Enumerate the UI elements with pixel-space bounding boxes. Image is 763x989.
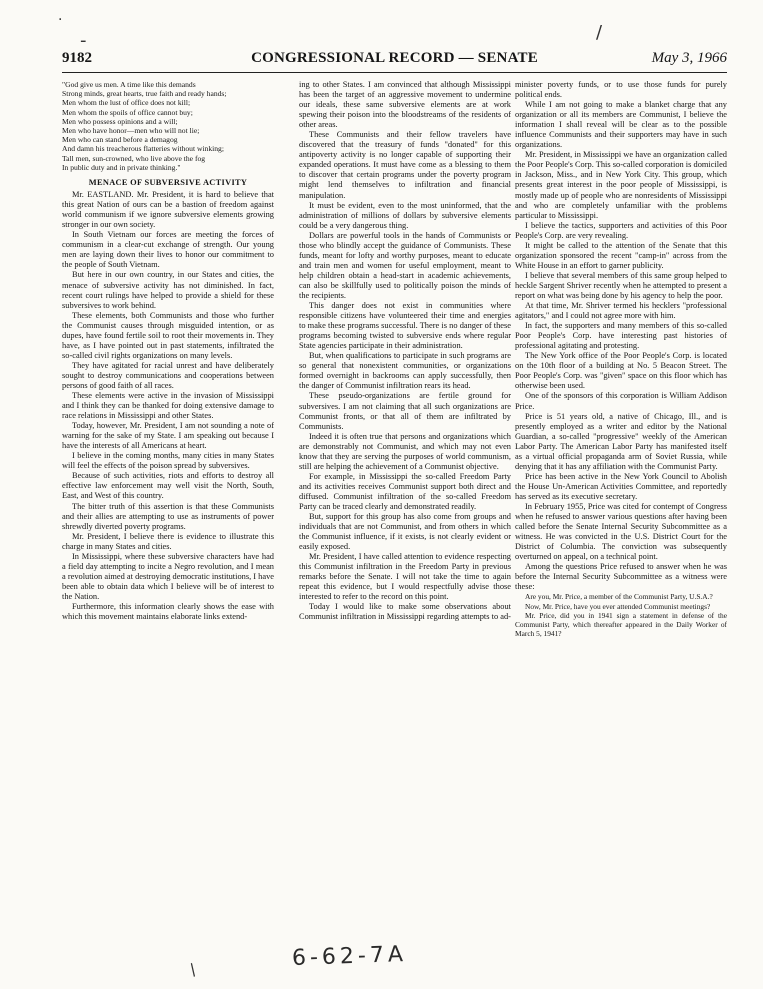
paragraph: But, support for this group has also come from groups and individuals that are not Communist, and from others in which the Communist influence, if it exists, is not clearly evident or easily exposed.	[299, 512, 511, 552]
paragraph: One of the sponsors of this corporation is William Addison Price.	[515, 391, 727, 411]
paragraph: It might be called to the attention of the Senate that this organization sponsored the recent "camp-in" across from the White House in an effort to garner publicity.	[515, 240, 727, 270]
paragraph: It must be evident, even to the most uninformed, that the administration of millions of dollars by subversive elements could be a very dangerous thing.	[299, 200, 511, 230]
text-column-1	[62, 80, 274, 938]
poem-line: Men whom the lust of office does not kill;	[62, 98, 191, 108]
testimony-question: Now, Mr. Price, have you ever attended Communist meetings?	[525, 601, 711, 611]
paragraph: Mr. EASTLAND. Mr. President, it is hard to believe that this great Nation of ours can be a bastion of freedom against world communism if we ignore subversive elements growing stronger in our own society.	[62, 190, 274, 230]
paragraph: Today, however, Mr. President, I am not sounding a note of warning for the sake of my State. I am speaking out because I have the interests of all Americans at heart.	[62, 421, 274, 451]
paragraph: Price has been active in the New York Council to Abolish the House Un-American Activities Committee, and reportedly has served as its executive secretary.	[515, 471, 727, 501]
paragraph: Furthermore, this information clearly shows the ease with which this movement maintains elaborate links extend-	[62, 602, 274, 622]
paragraph: In fact, the supporters and many members of this so-called Poor People's Corp. have interesting past histories of professional agitating and protesting.	[515, 321, 727, 351]
paragraph: Indeed it is often true that persons and organizations which are demonstrably not Communist, and which may not even know that they are serving the purposes of world communism, still are helping the achievement of a Communist objective.	[299, 431, 511, 471]
testimony-question: Mr. Price, did you in 1941 sign a statement in defense of the Communist Party, which thereafter appeared in the Daily Worker of March 5, 1941?	[515, 610, 727, 639]
paragraph: Among the questions Price refused to answer when he was before the Internal Security Subcommittee as a witness were these:	[515, 562, 727, 592]
poem-block	[62, 80, 274, 172]
testimony-question: Are you, Mr. Price, a member of the Communist Party, U.S.A.?	[525, 592, 713, 602]
poem-line: Men who possess opinions and a will;	[62, 116, 178, 126]
issue-date: May 3, 1966	[651, 50, 727, 66]
poem-line: Strong minds, great hearts, true faith and ready hands;	[62, 89, 227, 99]
paragraph: This danger does not exist in communities where responsible citizens have volunteered their time and energies to make these programs successful. There is no danger of these programs becoming twisted to subversive ends where regular State agencies participate in their administration.	[299, 301, 511, 351]
paragraph: They have agitated for racial unrest and have deliberately sought to destroy communications and cooperations between persons of good faith of all races.	[62, 360, 274, 390]
text-column-3	[515, 80, 727, 938]
paragraph: I believe the tactics, supporters and activities of this Poor People's Corp. are very revealing.	[515, 220, 727, 240]
poem-line: And damn his treacherous flatteries without winking;	[62, 144, 224, 154]
paragraph: These Communists and their fellow travelers have discovered that the treasury of funds "donated" for this antipoverty activity is no longer capable of supporting their expanded operations. It must have come as a blessing to them to discover that certain programs under the poverty program might lend themselves to infiltration and financial manipulation.	[299, 130, 511, 200]
scan-mark: ·	[58, 12, 63, 28]
paragraph: Mr. President, I have called attention to evidence respecting this Communist infiltration in the Freedom Party in previous remarks before the Senate. I will not take the time to again repeat this evidence, but I would respectfully advise those interested to refer to the record on this point.	[299, 552, 511, 602]
paragraph: The bitter truth of this assertion is that these Communists and their allies are attempting to use as instruments of power shrewdly diverted poverty programs.	[62, 501, 274, 531]
paragraph: Mr. President, in Mississippi we have an organization called the Poor People's Corp. This so-called corporation is domiciled in Jackson, Miss., and in New York City. This group, which presents great interest in the poor people of Mississippi, is mostly made up of people who are nonresidents of Mississippi and who are completely unfamiliar with the problems particular to Mississippi.	[515, 150, 727, 220]
poem-line: Men who have honor—men who will not lie;	[62, 126, 200, 136]
paragraph: But here in our own country, in our States and cities, the menace of subversive activity has not diminished. In fact, recent court rulings have helped to provide a shield for these subversives to work behind.	[62, 270, 274, 310]
section-heading: MENACE OF SUBVERSIVE ACTIVITY	[88, 178, 248, 188]
handwritten-file-number: 6-62-7A	[291, 942, 408, 971]
poem-line: Men whom the spoils of office cannot buy;	[62, 107, 193, 117]
paragraph: For example, in Mississippi the so-called Freedom Party and its activities receives Communist support both direct and diffused. Communist infiltration of the so-called Freedom Party can be traced clearly and demonstrated readily.	[299, 471, 511, 511]
page-number: 9182	[62, 50, 92, 66]
paragraph: Today I would like to make some observations about Communist infiltration in Mississippi regarding attempts to ad-	[299, 602, 511, 622]
paragraph: Dollars are powerful tools in the hands of Communists or those who blindly accept the guidance of Communists. These funds, meant for lofty and worthy purposes, meant to educate and train men and women for useful employment, meant to help children obtain a head-start in academic achievements, can also be skillfully used to politically poison the minds of the recipients.	[299, 230, 511, 300]
paragraph: At that time, Mr. Shriver termed his hecklers "professional agitators," and I could not agree more with him.	[515, 301, 727, 321]
scan-mark: /	[596, 22, 603, 43]
paragraph: Because of such activities, riots and efforts to destroy all effective law enforcement may well visit the North, South, East, and West of this country.	[62, 471, 274, 501]
scan-mark: /	[185, 959, 200, 980]
paragraph: Price is 51 years old, a native of Chicago, Ill., and is presently employed as a writer and editor by the National Guardian, a so-called "progressive" weekly of the American Labor Party. The American Labor Party has manifested itself as a virtual official propaganda arm of Soviet Russia, while denying that it has any affiliation with the Communist Party.	[515, 411, 727, 471]
poem-line: "God give us men. A time like this demands	[62, 80, 196, 89]
paragraph: These elements, both Communists and those who further the Communist causes through misguided intention, or as dupes, have found fertile soil to root their movements in. They have, as I have pointed out in past statements, infiltrated the so-called civil rights organizations on many levels.	[62, 310, 274, 360]
paragraph: But, when qualifications to participate in such programs are so general that nonexistent communities, or organizations formed overnight in backrooms can apply successfully, then the danger of Communist infiltration rears its head.	[299, 351, 511, 391]
paragraph: In Mississippi, where these subversive characters have had a field day attempting to incite a Negro revolution, and I mean a revolution aimed at destroying democratic institutions, I have been able to obtain data which I believe will be of interest to the Nation.	[62, 551, 274, 601]
paragraph: While I am not going to make a blanket charge that any organization or all its members are Communist, I believe the information I shall reveal will be clear as to the possible influence Communists and their supporters may have in such organizations.	[515, 100, 727, 150]
paragraph: minister poverty funds, or to use those funds for purely political ends.	[515, 80, 727, 100]
paragraph: I believe in the coming months, many cities in many States will feel the effects of the poison spread by subversives.	[62, 451, 274, 471]
scan-mark: -	[80, 30, 87, 51]
poem-line: Men who can stand before a demagog	[62, 135, 178, 145]
page-header	[62, 50, 727, 73]
paragraph: These elements were active in the invasion of Mississippi and I think they can be thanked for doing extensive damage to race relations in Mississippi and other States.	[62, 391, 274, 421]
paragraph: These pseudo-organizations are fertile ground for subversives. I am not claiming that all such organizations are Communist fronts, or that all of them are infiltrated by Communists.	[299, 391, 511, 431]
text-column-2	[299, 80, 511, 938]
paragraph: Mr. President, I believe there is evidence to illustrate this charge in many States and cities.	[62, 531, 274, 551]
paragraph: In February 1955, Price was cited for contempt of Congress when he refused to answer various questions after having been called before the Senate Internal Security Subcommittee as a witness. He was convicted in the U.S. District Court for the District of Columbia. The conviction was subsequently overturned on appeal, on a technical point.	[515, 501, 727, 562]
publication-title: CONGRESSIONAL RECORD — SENATE	[251, 50, 538, 66]
poem-line: Tall men, sun-crowned, who live above the fog	[62, 153, 206, 163]
paragraph: ing to other States. I am convinced that although Mississippi has been the target of an aggressive movement to undermine our ideals, these same subversive elements are at work spewing their poison into the bloodstreams of the residents of other areas.	[299, 80, 511, 130]
poem-line: In public duty and in private thinking."	[62, 162, 181, 172]
paragraph: In South Vietnam our forces are meeting the forces of communism in a clear-cut exchange of strength. Our young men are laying down their lives to honor our commitment to the people of South Vietnam.	[62, 230, 274, 270]
paragraph: I believe that several members of this same group helped to heckle Sargent Shriver recently when he attempted to present a report on what was being done by his agency to help the poor.	[515, 270, 727, 300]
paragraph: The New York office of the Poor People's Corp. is located on the 10th floor of a building at No. 5 Beacon Street. The Poor People's Corp. was "given" space on this floor which has otherwise been used.	[515, 351, 727, 391]
